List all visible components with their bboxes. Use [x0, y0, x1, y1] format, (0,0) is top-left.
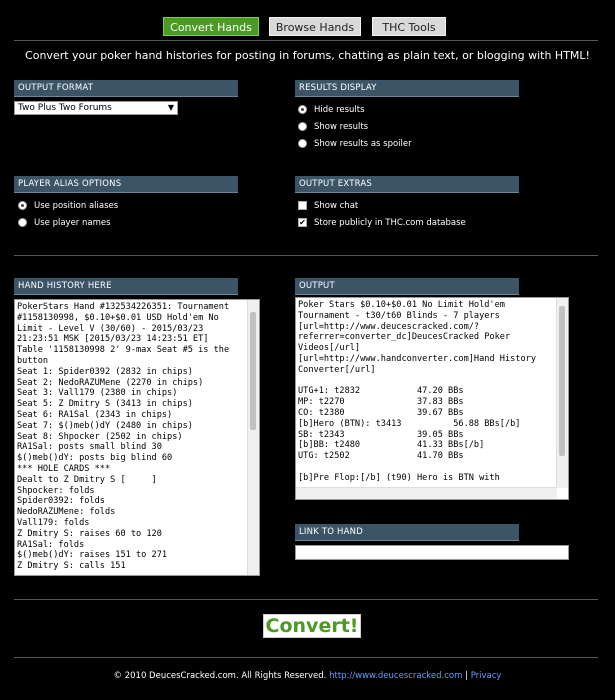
store-publicly-checkbox[interactable]	[298, 218, 307, 227]
output-scroll-thumb[interactable]	[559, 306, 565, 456]
hand-history-textarea[interactable]	[14, 299, 260, 576]
footer-privacy-link[interactable]: Privacy	[470, 671, 502, 681]
convert-button[interactable]: Convert!	[263, 614, 361, 638]
link-to-hand-heading: LINK TO HAND	[295, 524, 519, 541]
player-names-label: Use player names	[34, 218, 111, 228]
hide-results-label: Hide results	[314, 105, 365, 115]
show-results-label: Show results	[314, 122, 369, 132]
output-heading: OUTPUT	[295, 278, 519, 295]
link-to-hand-input[interactable]	[295, 545, 569, 560]
tab-thc-tools[interactable]: THC Tools	[372, 17, 446, 36]
output-hscrollbar[interactable]	[296, 487, 557, 499]
store-publicly-label: Store publicly in THC.com database	[314, 218, 466, 228]
hand-history-scrollbar[interactable]	[247, 300, 259, 575]
position-aliases-label: Use position aliases	[34, 201, 119, 211]
output-extras-heading: OUTPUT EXTRAS	[295, 176, 519, 193]
footer-divider	[14, 657, 598, 658]
middle-divider	[14, 255, 598, 256]
show-results-spoiler-label: Show results as spoiler	[314, 139, 412, 149]
output-textarea[interactable]	[295, 297, 569, 500]
output-format-heading: OUTPUT FORMAT	[14, 80, 238, 97]
footer-copyright: © 2010 DeucesCracked.com. All Rights Reserved.	[113, 671, 327, 681]
footer-site-link[interactable]: http://www.deucescracked.com	[329, 671, 463, 681]
hand-history-scroll-thumb[interactable]	[250, 312, 256, 430]
bottom-divider	[14, 599, 598, 600]
footer	[0, 671, 615, 681]
checkmark-icon: ✔	[299, 218, 306, 227]
position-aliases-radio[interactable]	[18, 201, 27, 210]
player-names-radio[interactable]	[18, 218, 27, 227]
hand-history-text: PokerStars Hand #132534226351: Tournament #1158130998, $0.10+$0.01 USD Hold'em No Limit - Level V (30/60) - 2015/03/23 21:23:51 MSK [2015/03/23 14:23:51 ET] Table '1158130998 2' 9-max Seat #5 is the button Seat 1: Spider0392 (2832 in chips) Seat 2: NedoRAZUMene (2270 in chips) Seat 3: Vall179 (2380 in chips) Seat 5: Z Dmitry S (3413 in chips) Seat 6: RA1Sal (2343 in chips) Seat 7: $()meb()dY (2480 in chips) Seat 8: Shpocker (2502 in chips) RA1Sal: posts small blind 30 $()meb()dY: posts big blind 60 *** HOLE CARDS *** Dealt to Z Dmitry S [ ] Shpocker: folds Spider0392: folds NedoRAZUMene: folds Vall179: folds Z Dmitry S: raises 60 to 120 RA1Sal: folds $()meb()dY: raises 151 to 271 Z Dmitry S: calls 151	[17, 302, 230, 572]
tagline: Convert your poker hand histories for posting in forums, chatting as plain text, or blogging with HTML!	[25, 49, 590, 62]
output-text: Poker Stars $0.10+$0.01 No Limit Hold'em Tournament - t30/t60 Blinds - 7 players [url=http://www.deucescracked.com/?referrer=converter_dc]DeucesCracked Poker Videos[/url] [url=http://www.handconverter.com]Hand History Converter[/url] UTG+1: t2832 47.20 BBs MP: t2270 37.83 BBs CO: t2380 39.67 BBs [b]Hero (BTN): t3413 56.88 BBs[/b] SB: t2343 39.05 BBs [b]BB: t2480 41.33 BBs[/b] UTG: t2502 41.70 BBs [b]Pre Flop:[/b] (t90) Hero is BTN with	[298, 300, 536, 483]
hand-history-heading: HAND HISTORY HERE	[14, 278, 238, 295]
results-display-heading: RESULTS DISPLAY	[295, 80, 519, 97]
show-chat-checkbox[interactable]	[298, 201, 307, 210]
show-results-radio[interactable]	[298, 122, 307, 131]
output-vscrollbar[interactable]	[556, 298, 568, 488]
player-alias-heading: PLAYER ALIAS OPTIONS	[14, 176, 238, 193]
tab-convert-hands[interactable]: Convert Hands	[163, 17, 259, 36]
output-format-selected: Two Plus Two Forums	[18, 103, 112, 113]
show-results-spoiler-radio[interactable]	[298, 139, 307, 148]
tab-browse-hands[interactable]: Browse Hands	[269, 17, 361, 36]
hide-results-radio[interactable]	[298, 105, 307, 114]
show-chat-label: Show chat	[314, 201, 359, 211]
dropdown-arrow-icon: ▼	[167, 103, 174, 112]
top-divider	[14, 40, 598, 41]
output-format-select[interactable]	[14, 101, 178, 115]
footer-separator: |	[465, 671, 468, 681]
